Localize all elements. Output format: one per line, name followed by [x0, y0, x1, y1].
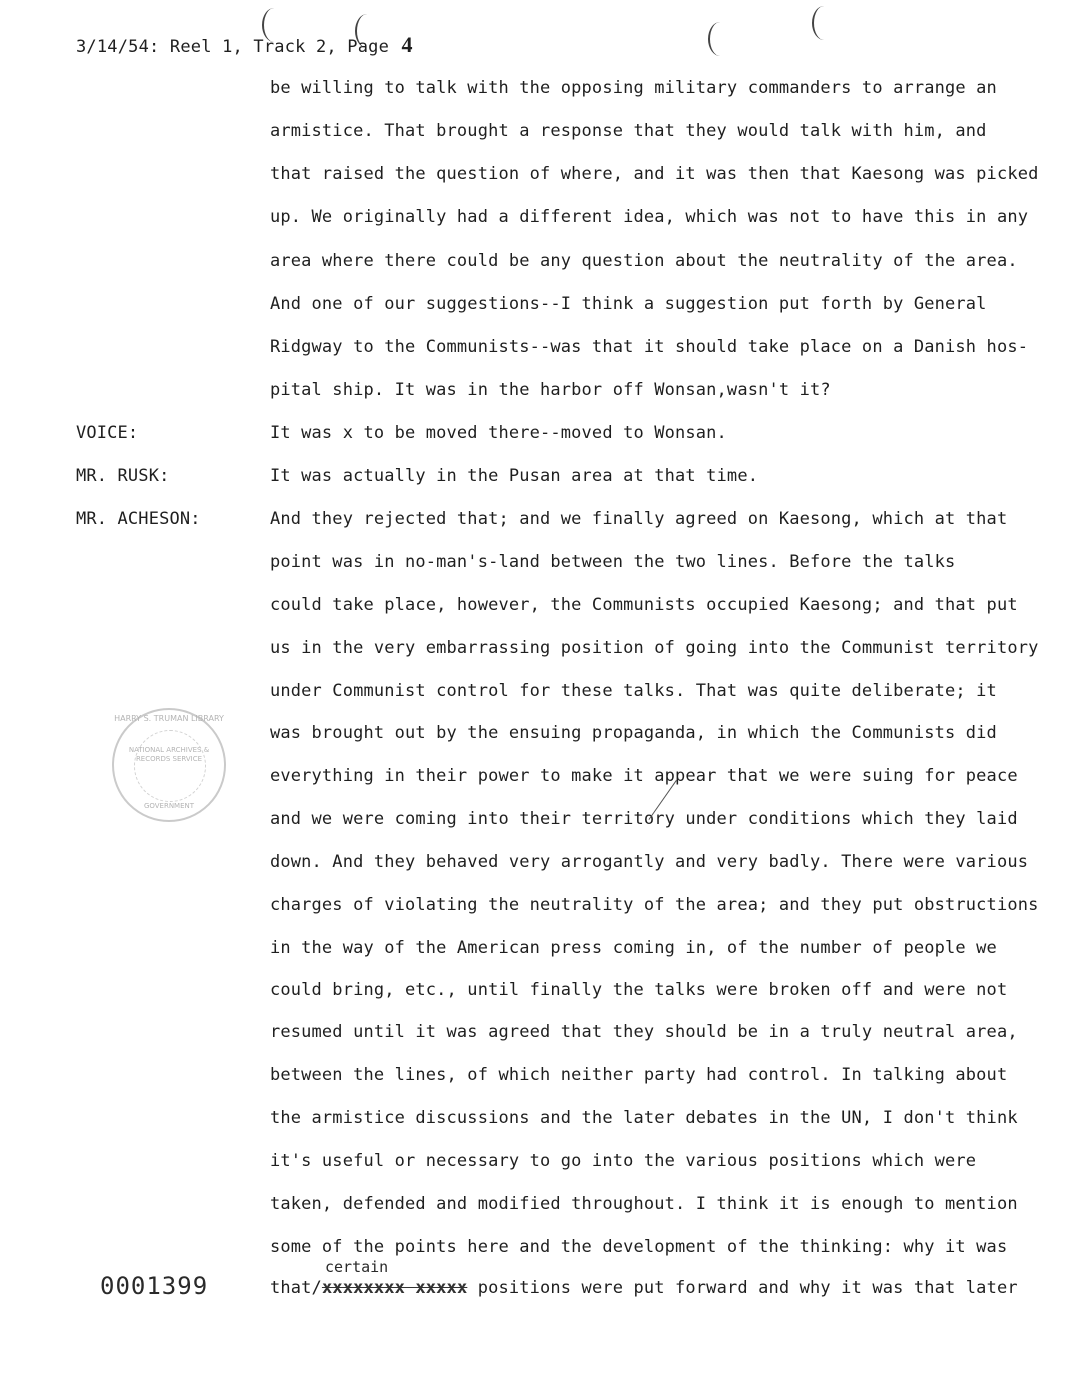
text-line: taken, defended and modified throughout. I think it is enough to mention — [270, 1194, 1018, 1214]
document-number: 0001399 — [100, 1272, 209, 1300]
text-line: in the way of the American press coming in, of the number of people we — [270, 938, 997, 958]
last-line-rest: positions were put forward and why it was that later — [467, 1278, 1018, 1298]
text-line: could bring, etc., until finally the talks were broken off and were not — [270, 980, 1008, 1000]
text-line: charges of violating the neutrality of the area; and they put obstructions — [270, 895, 1039, 915]
handwritten-correction: certain — [325, 1258, 389, 1276]
text-line: that raised the question of where, and it was then that Kaesong was picked — [270, 164, 1039, 184]
text-line: some of the points here and the development of the thinking: why it was — [270, 1237, 1008, 1257]
text-line: And they rejected that; and we finally agreed on Kaesong, which at that — [270, 509, 1008, 529]
text-line: everything in their power to make it appear that we were suing for peace — [270, 766, 1018, 786]
speaker-voice: VOICE: — [76, 423, 139, 443]
text-line: between the lines, of which neither party had control. In talking about — [270, 1065, 1008, 1085]
struck-text: xxxxxxxx xxxxx — [321, 1278, 468, 1298]
speaker-rusk: MR. RUSK: — [76, 466, 170, 486]
text-line: and we were coming into their territory under conditions which they laid — [270, 809, 1018, 829]
seal-center-text: NATIONAL ARCHIVES & RECORDS SERVICE — [128, 746, 210, 763]
seal-ring-text: HARRY S. TRUMAN LIBRARY — [114, 714, 224, 723]
punch-hole-mark — [708, 22, 732, 56]
text-line: resumed until it was agreed that they should be in a truly neutral area, — [270, 1022, 1018, 1042]
text-line: under Communist control for these talks. That was quite deliberate; it — [270, 681, 997, 701]
text-line: it's useful or necessary to go into the various positions which were — [270, 1151, 977, 1171]
text-line: could take place, however, the Communists occupied Kaesong; and that put — [270, 595, 1018, 615]
page-number: 4 — [401, 32, 413, 57]
punch-hole-mark — [812, 6, 836, 40]
text-line: was brought out by the ensuing propaganda, in which the Communists did — [270, 723, 997, 743]
text-line-last — [270, 1278, 1018, 1298]
archive-seal-stamp — [112, 708, 226, 822]
text-line: pital ship. It was in the harbor off Wonsan,wasn't it? — [270, 380, 831, 400]
text-line: armistice. That brought a response that they would talk with him, and — [270, 121, 987, 141]
header-text: 3/14/54: Reel 1, Track 2, Page — [76, 37, 390, 57]
text-line: It was x to be moved there--moved to Wonsan. — [270, 423, 727, 443]
text-line: area where there could be any question about the neutrality of the area. — [270, 251, 1018, 271]
text-line: down. And they behaved very arrogantly and very badly. There were various — [270, 852, 1029, 872]
text-line: be willing to talk with the opposing military commanders to arrange an — [270, 78, 997, 98]
text-line: the armistice discussions and the later debates in the UN, I don't think — [270, 1108, 1018, 1128]
text-line: point was in no-man's-land between the two lines. Before the talks — [270, 552, 956, 572]
speaker-acheson: MR. ACHESON: — [76, 509, 201, 529]
text-line: It was actually in the Pusan area at that time. — [270, 466, 759, 486]
last-line-start: that/ — [270, 1278, 322, 1298]
text-line: up. We originally had a different idea, which was not to have this in any — [270, 207, 1029, 227]
text-line: us in the very embarrassing position of going into the Communist territory — [270, 638, 1039, 658]
text-line: And one of our suggestions--I think a suggestion put forth by General — [270, 294, 987, 314]
page-header — [76, 32, 413, 58]
seal-bottom-text: GOVERNMENT — [143, 802, 195, 810]
seal-inner-ring — [134, 730, 206, 802]
text-line: Ridgway to the Communists--was that it should take place on a Danish hos- — [270, 337, 1029, 357]
